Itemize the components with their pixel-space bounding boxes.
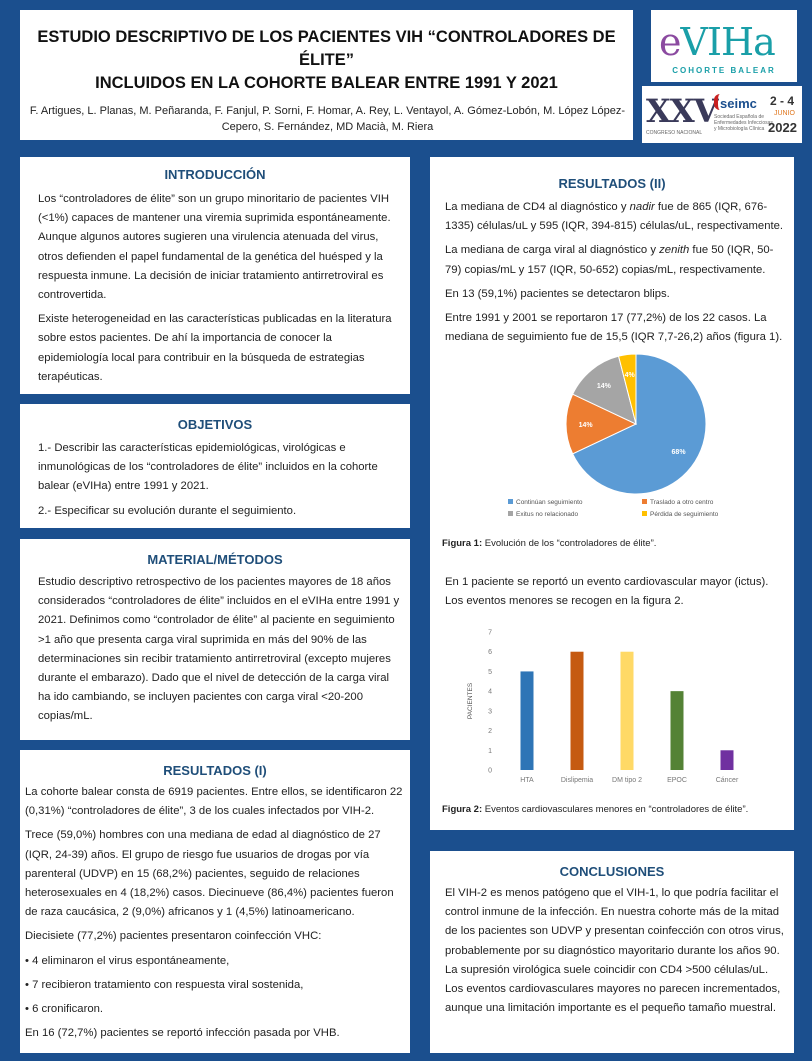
pie-label-2: 14% bbox=[596, 383, 611, 391]
resultados-2-paragraph-4: Entre 1991 y 2001 se reportaron 17 (77,2%) de los 22 casos. La mediana de seguimiento fue de 15,5 (IQR 7,7-26,2) años (figura 1). bbox=[445, 312, 783, 344]
bar-3 bbox=[671, 691, 684, 770]
resultados-1-paragraph-1: La cohorte balear consta de 6919 pacientes. Entre ellos, se identificaron 22 (0,31%) “controladores de élite”, 3 de los cuales infectados por VIH-2. bbox=[25, 786, 403, 818]
intro-paragraph-2: Existe heterogeneidad en las características publicadas en la literatura sobre estos pacientes. De ahí la importancia de conocer la epidemiología local para contribuir en la búsqueda de estrategias terapéuticas. bbox=[38, 313, 392, 383]
intro-paragraph-1: Los “controladores de élite” son un grupo minoritario de pacientes VIH (<1%) capaces de mantener una viremia suprimida espontáneamente. Aunque algunos autores sugieren una virulencia atenuada del virus, otros defienden el papel fundamental de la genética del huésped y la respuesta inmune. La decisión de iniciar tratamiento antirretroviral es controvertida. bbox=[38, 193, 391, 302]
poster-title bbox=[26, 26, 627, 95]
bar-0 bbox=[521, 671, 534, 770]
authors-line-1: F. Artigues, L. Planas, M. Peñaranda, F. Fanjul, P. Sorni, F. Homar, A. Rey, L. Ventayol, A. Gómez-Lobón, M. López López- bbox=[29, 105, 626, 117]
resultados-2-paragraph-1 bbox=[445, 198, 786, 236]
authors bbox=[26, 104, 629, 135]
objetivo-2: 2.- Especificar su evolución durante el seguimiento. bbox=[38, 504, 297, 517]
evih-logo-rest: VIHa bbox=[680, 20, 775, 64]
bar-1 bbox=[571, 652, 584, 770]
metodos-paragraph: Estudio descriptivo retrospectivo de los pacientes mayores de 18 años considerados “controladores de élite” incluidos en el eVIHa entre 1991 y 2021. Definimos como “controlador de élite” al paciente en seguimiento >1 año que presenta carga viral suprimida en más del 90% de las determinaciones sin recibir tratamiento antirretroviral (excepto mujeres durante el embarazo). Dado que el nivel de detección de la carga viral ha ido cambiando, se incluyen pacientes con carga viral <20-200 copias/mL. bbox=[38, 576, 400, 723]
bar-2 bbox=[621, 652, 634, 770]
cd4-text-italic: nadir bbox=[629, 201, 655, 213]
resultados-2-section bbox=[430, 157, 794, 830]
resultados-1-paragraph-2: Trece (59,0%) hombres con una mediana de edad al diagnóstico de 27 (IQR, 24-39) años. El grupo de riesgo fue usuarios de drogas por vía parenteral (UDVP) en 15 (68,2%) pacientes, seguido de relaciones heterosexuales en 4 (18,2%) casos. Diecinueve (86,4%) pacientes fueron de raza caucásica, 2 (9,0%) africanos y 1 (4,5%) latinoamericano. bbox=[25, 829, 394, 919]
bar-xtick-1: Dislipemia bbox=[560, 777, 594, 784]
conclusiones-heading: CONCLUSIONES bbox=[559, 864, 665, 879]
intro-section bbox=[20, 157, 410, 394]
objetivo-1: 1.- Describir las características epidemiológicas, virológicas e inmunológicas de los “controladores de élite” incluidos en la cohorte balear (eVIHa) entre 1991 y 2021. bbox=[38, 442, 378, 493]
cd4-text-b: fue de 865 (IQR, 676-1335) células/uL y 595 (IQR, 394-815) células/uL, respectivamente. bbox=[445, 201, 784, 233]
figure-2-label: Figura 2: bbox=[442, 804, 483, 815]
cv-text-a: La mediana de carga viral al diagnóstico y bbox=[445, 244, 660, 257]
figure-1-caption bbox=[442, 538, 656, 549]
pie-legend-label-2: Exitus no relacionado bbox=[516, 511, 579, 518]
seimc-logo-text: seimc bbox=[720, 96, 757, 111]
vhc-bullet-2: • 7 recibieron tratamiento con respuesta viral sostenida, bbox=[25, 978, 304, 991]
congress-subtitle: CONGRESO NACIONAL bbox=[646, 130, 703, 136]
bar-xtick-0: HTA bbox=[520, 777, 534, 784]
pie-chart-svg bbox=[500, 352, 760, 527]
bar-xtick-3: EPOC bbox=[667, 777, 687, 784]
congress-dates: 2 - 4 bbox=[770, 94, 795, 108]
resultados-2-heading: RESULTADOS (II) bbox=[558, 176, 666, 191]
bar-ytick-6: 6 bbox=[488, 649, 492, 657]
resultados-1-section bbox=[20, 750, 410, 1053]
figure-2-text: Eventos cardiovasculares menores en “controladores de élite”. bbox=[482, 804, 749, 815]
cd4-text-a: La mediana de CD4 al diagnóstico y bbox=[445, 201, 630, 213]
authors-line-2: Cepero, S. Fernández, MD Macià, M. Riera bbox=[221, 120, 434, 133]
pie-legend-swatch-1 bbox=[642, 499, 647, 504]
resultados-2-paragraph-3: En 13 (59,1%) pacientes se detectaron blips. bbox=[445, 287, 670, 300]
pie-legend-label-1: Traslado a otro centro bbox=[650, 499, 714, 506]
metodos-section bbox=[20, 539, 410, 740]
bar-ytick-4: 4 bbox=[488, 688, 492, 696]
pie-legend-swatch-3 bbox=[642, 511, 647, 516]
metodos-heading: MATERIAL/MÉTODOS bbox=[147, 552, 283, 567]
figure-1-label: Figura 1: bbox=[442, 538, 483, 549]
cv-text-italic: zenith bbox=[659, 244, 690, 257]
bar-chart-svg bbox=[460, 622, 760, 792]
title-panel bbox=[20, 10, 633, 140]
pie-legend-swatch-0 bbox=[508, 499, 513, 504]
congress-month: JUNIO bbox=[774, 110, 795, 117]
vhc-bullet-1: • 4 eliminaron el virus espontáneamente, bbox=[25, 954, 230, 967]
bar-xtick-2: DM tipo 2 bbox=[612, 777, 642, 784]
figure-2-caption bbox=[442, 804, 748, 815]
evih-logo-e: e bbox=[659, 20, 681, 64]
bar-ytick-5: 5 bbox=[488, 668, 492, 676]
evih-logo-subtitle: COHORTE BALEAR bbox=[672, 66, 776, 75]
resultados-1-paragraph-3: Diecisiete (77,2%) pacientes presentaron coinfección VHC: bbox=[25, 930, 322, 943]
evih-logo bbox=[651, 10, 797, 82]
pie-legend-label-3: Pérdida de seguimiento bbox=[650, 511, 719, 518]
resultados-2-paragraph-5: En 1 paciente se reportó un evento cardiovascular mayor (ictus). Los eventos menores se recogen en la figura 2. bbox=[445, 576, 769, 608]
pie-chart bbox=[500, 352, 760, 527]
bar-chart bbox=[460, 622, 760, 792]
objetivos-section bbox=[20, 404, 410, 528]
congress-logo bbox=[642, 86, 802, 143]
resultados-1-heading: RESULTADOS (I) bbox=[163, 763, 267, 778]
conclusiones-paragraph: El VIH-2 es menos patógeno que el VIH-1, lo que podría facilitar el control inmune de la infección. En nuestra cohorte más de la mitad de los pacientes son UDVP y presentan coinfección con otros virus, probablemente por su diagnóstico mayoritario durante los años 90. La supresión virológica suele coincidir con CD4 >500 células/uL. Los eventos cardiovasculares mayores no parecen incrementados, aunque una limitación importante es el pequeño tamaño muestral. bbox=[445, 887, 784, 1015]
pie-legend-swatch-2 bbox=[508, 511, 513, 516]
bar-ytick-2: 2 bbox=[488, 728, 492, 736]
evih-logo-text bbox=[659, 22, 775, 62]
pie-label-3: 4% bbox=[624, 371, 635, 379]
intro-heading: INTRODUCCIÓN bbox=[164, 167, 266, 182]
bar-ytick-3: 3 bbox=[488, 708, 492, 716]
congress-year: 2022 bbox=[768, 120, 797, 135]
title-line-1: ESTUDIO DESCRIPTIVO DE LOS PACIENTES VIH “CONTROLADORES DE ÉLITE” bbox=[37, 28, 616, 69]
bar-ylabel: PACIENTES bbox=[467, 682, 474, 720]
resultados-1-paragraph-4: En 16 (72,7%) pacientes se reportó infección pasada por VHB. bbox=[25, 1027, 340, 1040]
pie-label-0: 68% bbox=[671, 449, 686, 457]
conclusiones-section bbox=[430, 851, 794, 1053]
vhc-bullet-3: • 6 cronificaron. bbox=[25, 1003, 104, 1016]
bar-ytick-1: 1 bbox=[488, 747, 492, 755]
bar-ytick-7: 7 bbox=[488, 629, 492, 637]
seimc-subtitle: Sociedad Española de Enfermedades Infecciosas y Microbiología Clínica bbox=[714, 114, 773, 132]
cv-text-b: fue 50 (IQR, 50-79) copias/mL y 157 (IQR, 50-652) copias/mL, respectivamente. bbox=[445, 244, 774, 276]
bar-4 bbox=[721, 750, 734, 770]
figure-1-text: Evolución de los “controladores de élite”. bbox=[482, 538, 657, 549]
bar-xtick-4: Cáncer bbox=[715, 777, 739, 784]
title-line-2: INCLUIDOS EN LA COHORTE BALEAR ENTRE 1991 Y 2021 bbox=[95, 74, 558, 92]
resultados-2-paragraph-2 bbox=[445, 241, 786, 279]
objetivos-heading: OBJETIVOS bbox=[177, 417, 253, 432]
pie-label-1: 14% bbox=[578, 422, 593, 429]
pie-legend-label-0: Continúan seguimiento bbox=[516, 499, 583, 506]
bar-ytick-0: 0 bbox=[488, 767, 492, 775]
congress-number: XXV bbox=[646, 92, 718, 130]
